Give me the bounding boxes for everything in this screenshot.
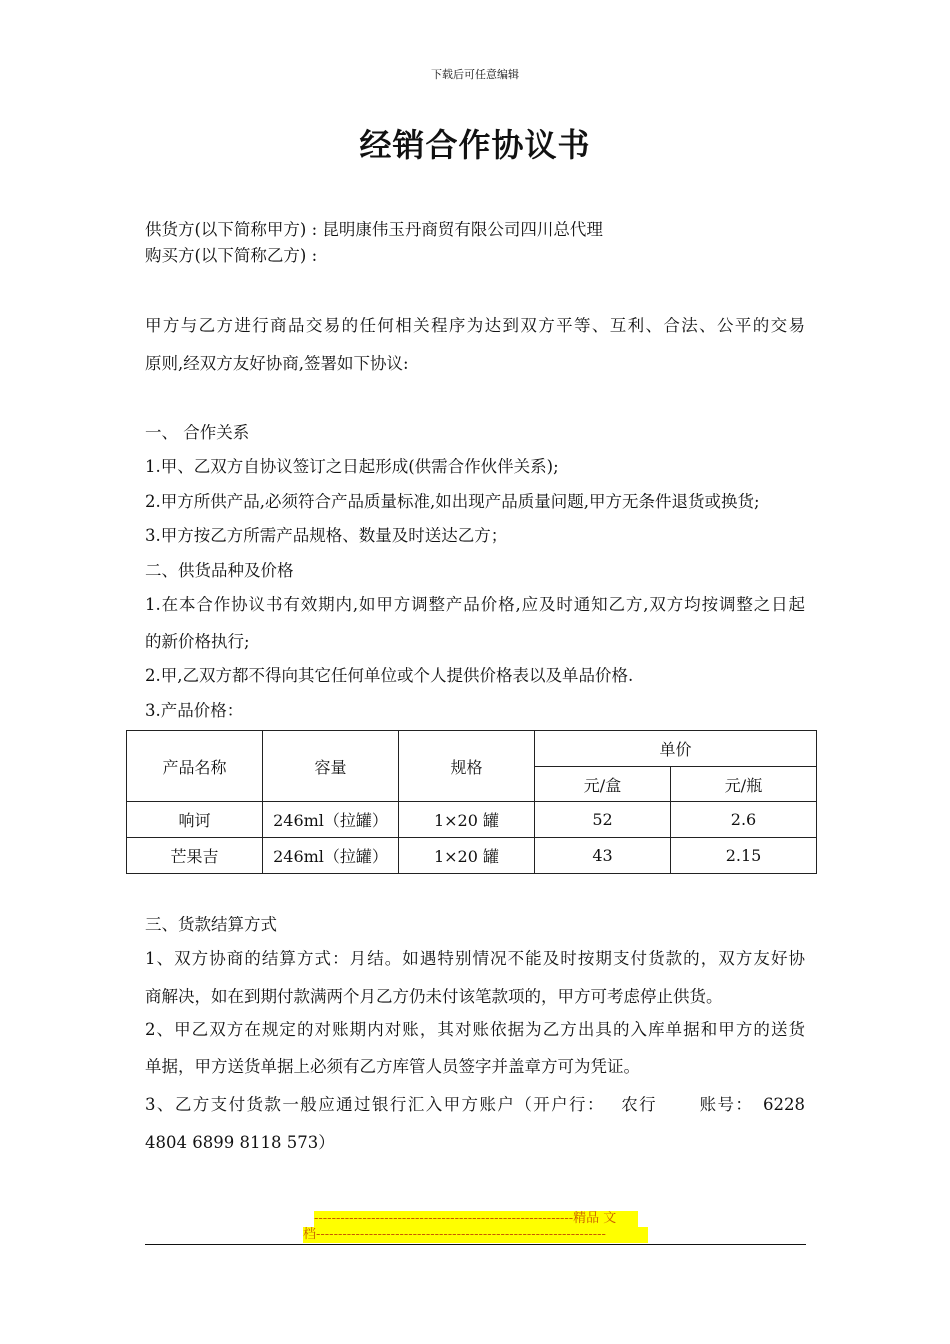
section2-item-3: 3.产品价格： [145, 701, 244, 720]
header-unit-price: 单价 [535, 731, 817, 767]
section3-item-2-line-2: 单据，甲方送货单据上必须有乙方库管人员签字并盖章方可为凭证。 [145, 1057, 640, 1076]
footer-watermark-line-1: -----------------------------------------------------------精品 文 [314, 1211, 638, 1227]
cell-spec: 1×20 罐 [399, 838, 535, 874]
section1-heading: 一、 合作关系 [145, 423, 250, 442]
section1-item-3: 3.甲方按乙方所需产品规格、数量及时送达乙方； [145, 526, 508, 545]
cell-per-box: 43 [535, 838, 671, 874]
price-table [126, 730, 817, 874]
section3-item-2-line-1: 2、甲乙双方在规定的对账期内对账，其对账依据为乙方出具的入库单据和甲方的送货 [145, 1020, 805, 1039]
intro-line-1: 甲方与乙方进行商品交易的任何相关程序为达到双方平等、互利、合法、公平的交易 [145, 316, 805, 335]
section2-item-1-line-2: 的新价格执行; [145, 632, 250, 651]
cell-per-bottle: 2.6 [671, 802, 817, 838]
header-spec: 规格 [399, 731, 535, 802]
header-note: 下载后可任意编辑 [431, 68, 519, 81]
header-per-bottle: 元/瓶 [671, 767, 817, 802]
section2-item-2: 2.甲,乙双方都不得向其它任何单位或个人提供价格表以及单品价格. [145, 666, 634, 685]
cell-volume: 246ml（拉罐） [263, 838, 399, 874]
footer-watermark-line-2: 档------------------------------------------------------------------ [303, 1227, 648, 1243]
document-title: 经销合作协议书 [359, 126, 591, 164]
section2-item-1-line-1: 1.在本合作协议书有效期内,如甲方调整产品价格,应及时通知乙方,双方均按调整之日起 [145, 595, 805, 614]
section3-item-3-line-1: 3、乙方支付货款一般应通过银行汇入甲方账户（开户行： 农行 账号： 6228 [145, 1095, 805, 1114]
section3-item-1-line-2: 商解决，如在到期付款满两个月乙方仍未付该笔款项的，甲方可考虑停止供货。 [145, 987, 723, 1006]
section1-item-2: 2.甲方所供产品,必须符合产品质量标准,如出现产品质量问题,甲方无条件退货或换货; [145, 492, 760, 511]
section3-heading: 三、货款结算方式 [145, 915, 277, 934]
cell-product-name: 芒果吉 [127, 838, 263, 874]
section1-item-1: 1.甲、乙双方自协议签订之日起形成(供需合作伙伴关系); [145, 457, 559, 476]
footer-divider [145, 1244, 806, 1245]
section3-item-1-line-1: 1、双方协商的结算方式：月结。如遇特别情况不能及时按期支付货款的，双方友好协 [145, 949, 805, 968]
section2-heading: 二、供货品种及价格 [145, 561, 294, 580]
table-row [127, 838, 817, 874]
buyer-line: 购买方(以下简称乙方) : [145, 246, 318, 265]
intro-line-2: 原则,经双方友好协商,签署如下协议: [145, 354, 409, 373]
cell-per-box: 52 [535, 802, 671, 838]
table-row [127, 802, 817, 838]
header-per-box: 元/盒 [535, 767, 671, 802]
cell-per-bottle: 2.15 [671, 838, 817, 874]
cell-product-name: 响诃 [127, 802, 263, 838]
header-volume: 容量 [263, 731, 399, 802]
header-product-name: 产品名称 [127, 731, 263, 802]
section3-item-3-line-2: 4804 6899 8118 573） [145, 1133, 335, 1152]
cell-spec: 1×20 罐 [399, 802, 535, 838]
supplier-line: 供货方(以下简称甲方) : 昆明康伟玉丹商贸有限公司四川总代理 [145, 220, 603, 239]
cell-volume: 246ml（拉罐） [263, 802, 399, 838]
